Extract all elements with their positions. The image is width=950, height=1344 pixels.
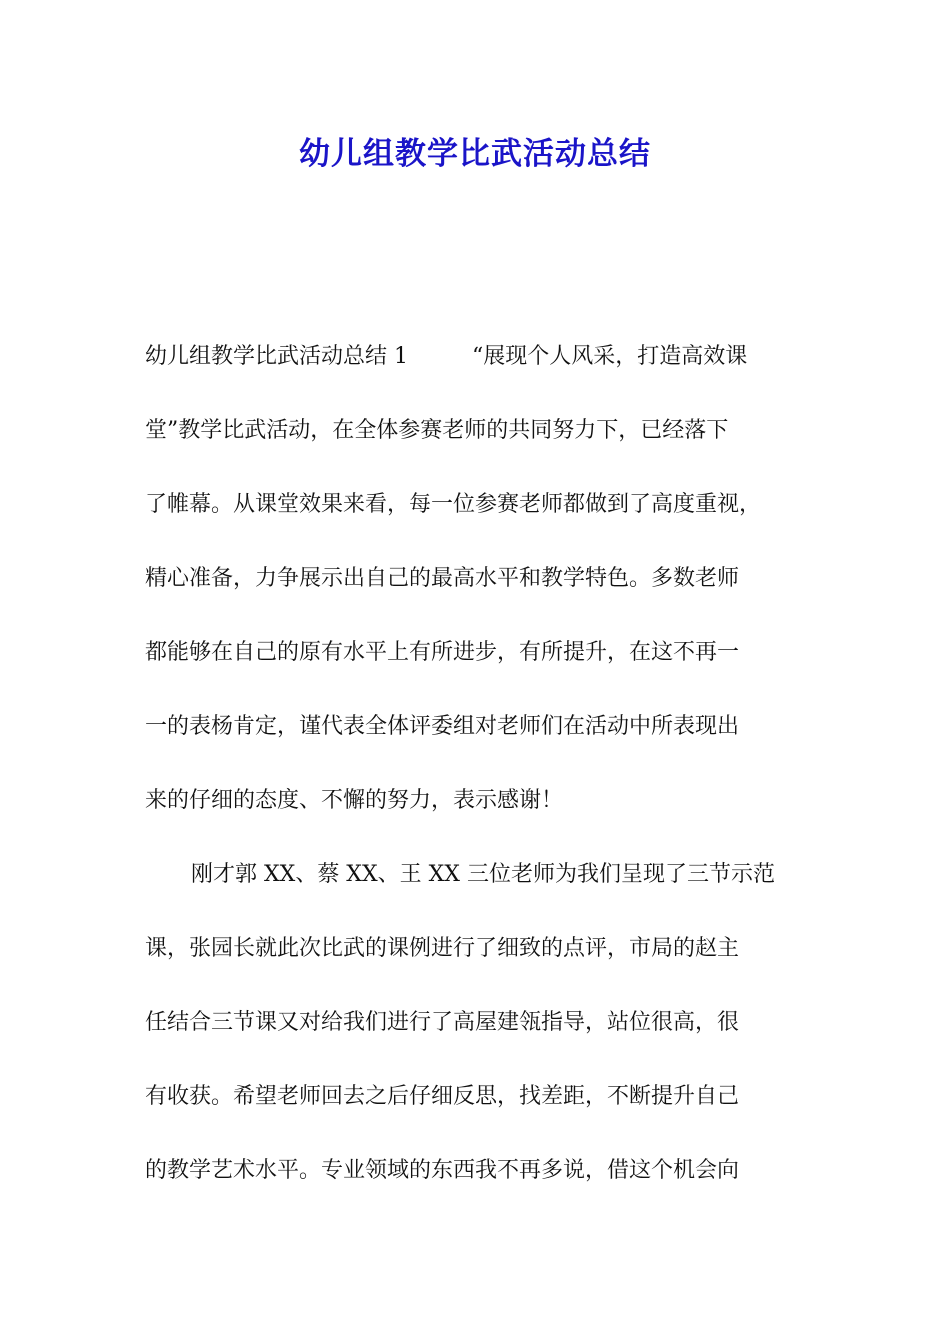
line-text: “展现个人风采，打造高效课 — [472, 344, 748, 369]
paragraph-line: 都能够在自己的原有水平上有所进步，有所提升，在这不再一 — [145, 640, 740, 665]
paragraph-line: 任结合三节课又对给我们进行了高屋建瓴指导，站位很高，很 — [145, 1010, 740, 1035]
paragraph-line: 课，张园长就此次比武的课例进行了细致的点评，市局的赵主 — [145, 936, 740, 961]
paragraph-line: 了帷幕。从课堂效果来看，每一位参赛老师都做到了高度重视， — [145, 492, 762, 517]
document-title: 幼儿组教学比武活动总结 — [299, 136, 651, 172]
paragraph-line: 的教学艺术水平。专业领域的东西我不再多说，借这个机会向 — [145, 1158, 740, 1183]
paragraph-line — [145, 342, 825, 372]
section-heading: 幼儿组教学比武活动总结 1 — [145, 344, 408, 369]
paragraph-line: 精心准备，力争展示出自己的最高水平和教学特色。多数老师 — [145, 566, 740, 591]
paragraph-line: 来的仔细的态度、不懈的努力，表示感谢！ — [145, 788, 564, 813]
paragraph-line: 堂”教学比武活动，在全体参赛老师的共同努力下，已经落下 — [145, 418, 729, 443]
paragraph-line: 一的表杨肯定，谨代表全体评委组对老师们在活动中所表现出 — [145, 714, 740, 739]
paragraph-line: 有收获。希望老师回去之后仔细反思，找差距，不断提升自己 — [145, 1084, 740, 1109]
paragraph-line: 刚才郭 XX、蔡 XX、王 XX 三位老师为我们呈现了三节示范 — [191, 862, 775, 887]
